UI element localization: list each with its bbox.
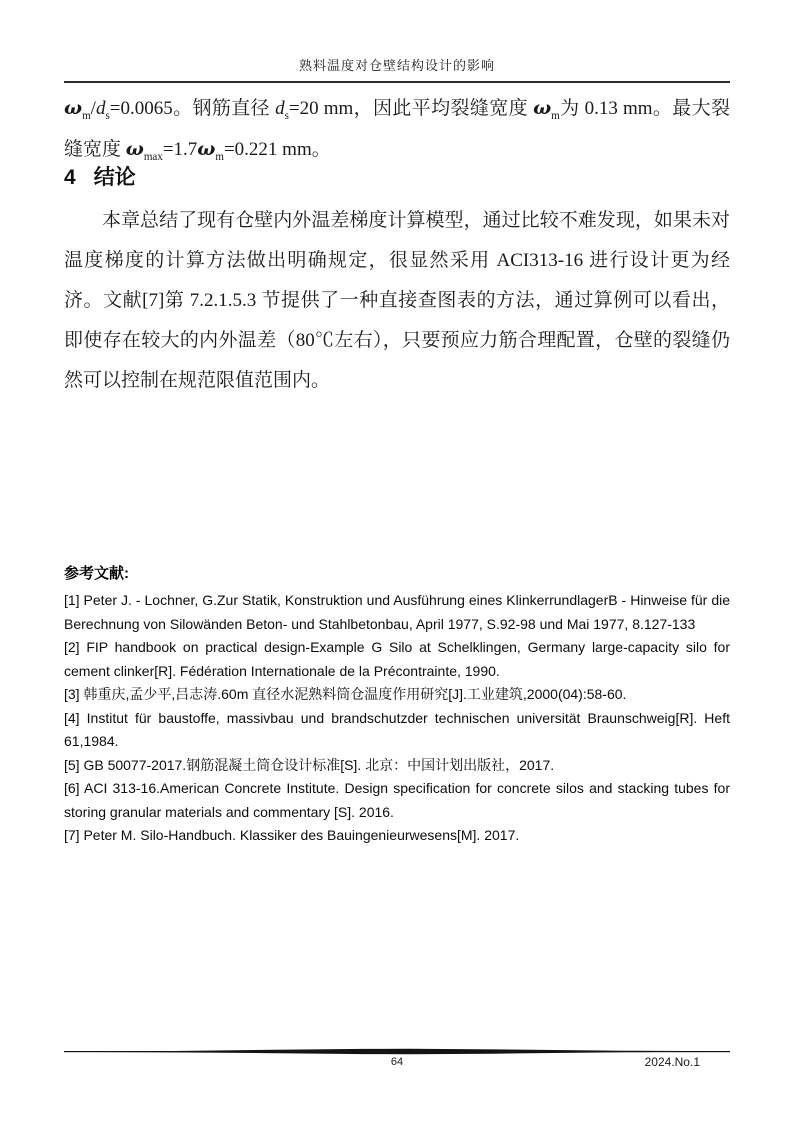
section-number: 4: [64, 166, 76, 189]
omega-symbol: ω: [533, 97, 552, 119]
page-footer: [64, 1048, 730, 1071]
reference-item: [3] 韩重庆,孟少平,吕志涛.60m 直径水泥熟料筒仓温度作用研究[J].工业建筑,2000(04):58-60.: [64, 686, 627, 702]
section-title: 结论: [93, 166, 136, 189]
issue-label: 2024.No.1: [644, 1055, 700, 1069]
reference-item: [6] ACI 313-16.American Concrete Institute. Design specification for concrete silos and stacking tubes for storing granular materials and commentary [S]. 2016.: [64, 780, 730, 820]
variable-d: d: [275, 98, 285, 119]
footer-text-row: [64, 1055, 730, 1071]
references-section: [64, 563, 730, 848]
formula-text: 为 0.13 mm。最大裂缝宽度: [64, 98, 731, 160]
formula-text: =1.7: [162, 139, 198, 160]
crack-width-paragraph: [64, 88, 730, 170]
subscript-m: m: [82, 109, 91, 122]
running-title: 熟料温度对仓壁结构设计的影响: [298, 58, 495, 73]
page-number: 64: [390, 1056, 404, 1068]
omega-symbol: ω: [64, 97, 83, 119]
subscript-m: m: [215, 150, 224, 163]
formula-text: /: [90, 98, 96, 119]
reference-item: [4] Institut für baustoffe, massivbau und brandschutzder technischen universität Braunschweig[R]. Heft 61,1984.: [64, 709, 730, 749]
reference-item: [5] GB 50077-2017.钢筋混凝土筒仓设计标准[S]. 北京：中国计划出版社，2017.: [64, 756, 555, 773]
references-heading: 参考文献:: [64, 565, 129, 582]
reference-item: [1] Peter J. - Lochner, G.Zur Statik, Konstruktion und Ausführung eines KlinkerrundlagerB - Hinweise für die Berechnung von Silowänden Beton- und Stahlbetonbau, April 1977, S.92-98 und Mai 1977, 8.127-133: [64, 592, 730, 632]
formula-text: =0.0065。钢筋直径: [109, 98, 276, 119]
reference-item: [7] Peter M. Silo-Handbuch. Klassiker des Bauingenieurwesens[M]. 2017.: [64, 827, 520, 843]
reference-item: [2] FIP handbook on practical design-Example G Silo at Schelklingen, Germany large-capacity silo for cement clinker[R]. Fédération Internationale de la Précontrainte, 1990.: [64, 639, 730, 679]
conclusion-paragraph: 本章总结了现有仓壁内外温差梯度计算模型，通过比较不难发现，如果未对温度梯度的计算方法做出明确规定，很显然采用 ACI313-16 进行设计更为经济。文献[7]第 7.2.1.5.3 节提供了一种直接查图表的方法，通过算例可以看出，即使存在较大的内外温差（80℃左右），只要预应力筋合理配置，仓壁的裂缝仍然可以控制在规范限值范围内。: [64, 210, 730, 391]
running-header: [64, 56, 730, 83]
tapered-divider-rule: [64, 1048, 730, 1055]
subscript-s: s: [284, 109, 289, 122]
variable-d: d: [95, 98, 106, 119]
subscript-s: s: [105, 109, 110, 122]
omega-symbol: ω: [125, 138, 144, 160]
subscript-m: m: [551, 109, 560, 122]
subscript-max: max: [143, 150, 163, 163]
formula-text: =0.221 mm。: [223, 139, 331, 160]
section-heading-conclusion: [64, 163, 730, 193]
omega-symbol: ω: [197, 138, 216, 160]
formula-text: =20 mm，因此平均裂缝宽度: [288, 98, 534, 119]
